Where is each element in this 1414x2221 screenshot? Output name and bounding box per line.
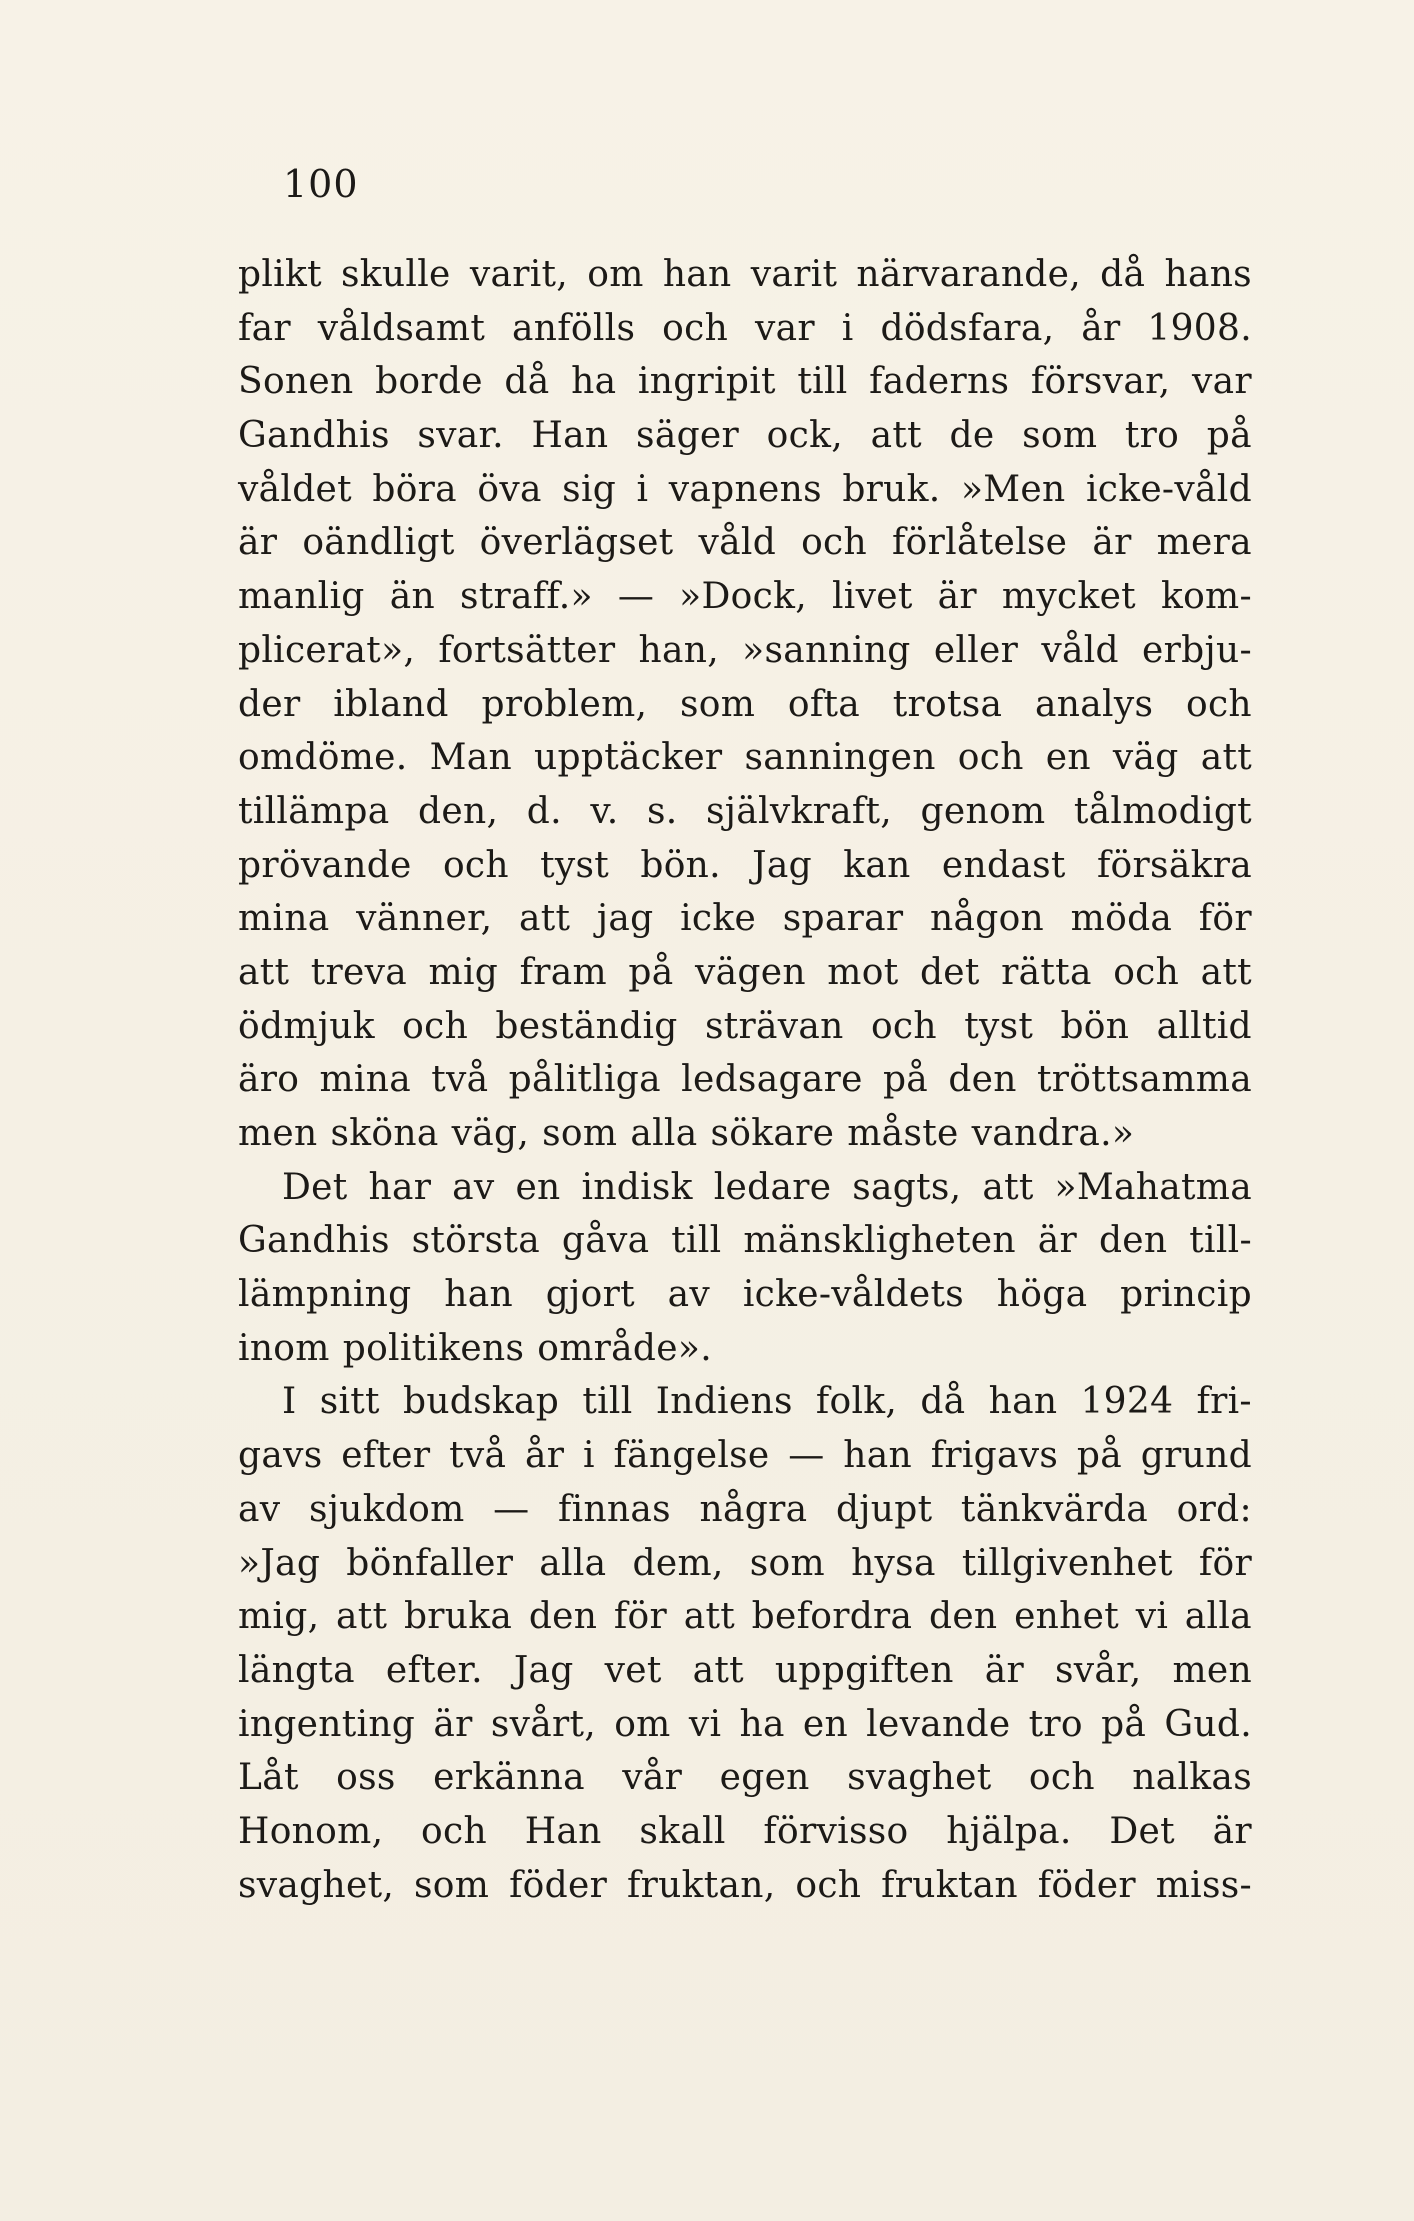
word: indisk [581,1166,693,1208]
word: Gandhis [238,415,390,457]
word: till [582,1381,633,1423]
word: är [1092,522,1132,564]
word: frigavs [930,1435,1059,1477]
word: prövande [238,844,412,886]
body-text [238,248,1252,1912]
word: i [582,1435,595,1477]
word: och [1186,683,1252,725]
word: gjort [545,1274,635,1316]
word: inom [238,1327,330,1369]
word: varit [750,254,838,295]
word: då [504,361,550,403]
word: — [493,1488,530,1530]
word: enhet [1014,1596,1120,1638]
word: några [699,1488,808,1530]
word: år [524,1435,565,1477]
word: problem, [481,683,648,725]
word: oändligt [302,522,455,564]
text-line [238,463,1252,517]
word: ock, [766,415,843,457]
word: sig [562,468,617,510]
word: manlig [238,576,365,618]
word: i [636,468,649,510]
text-line [238,248,1252,302]
word: hysa [851,1542,936,1584]
word: är [937,576,977,618]
word: hans [1164,254,1252,295]
word: till [797,361,848,403]
text-line [238,946,1252,1000]
word: alla [1184,1596,1252,1638]
word: Man [429,737,512,779]
word: miss- [1155,1864,1252,1906]
word: möda [1070,898,1173,940]
page-number: 100 [283,162,359,206]
word: Låt [238,1757,299,1799]
word: han [988,1381,1058,1423]
word: att [692,1649,744,1691]
word: vapnens [668,468,822,510]
word: det [919,951,980,993]
word: efter. [385,1649,483,1691]
text-line [238,1859,1252,1913]
word: ibland [333,683,449,725]
text-line [238,1107,1252,1161]
word: »sanning [742,629,911,671]
word: den [1098,1220,1168,1262]
word: om [614,1703,671,1745]
word: och [801,522,867,564]
word: analys [1035,683,1154,725]
word: tyst [964,1005,1034,1047]
word: »Men [960,468,1066,510]
word: d. [526,790,562,832]
word: då [920,1381,966,1423]
text-line [238,1053,1252,1107]
word: men [238,1113,318,1154]
word: att [1200,737,1252,779]
word: s. [646,790,678,832]
text-line [238,678,1252,732]
word: genom [920,790,1046,832]
word: våldsamt [317,307,486,349]
text-line [238,1375,1252,1429]
word: varit, [469,254,569,295]
word: jag [596,898,654,940]
word: — [788,1435,825,1477]
word: är [433,1703,473,1745]
word: tillämpa [238,790,390,832]
word: levande [866,1703,1011,1745]
word: dödsfara, [880,307,1055,349]
word: plikt [238,254,322,295]
word: var [1191,361,1252,403]
word: och [870,1005,937,1047]
word: sagts, [852,1166,962,1208]
word: på [1206,415,1252,457]
word: fri- [1196,1381,1252,1423]
word: ofta [787,683,861,725]
word: Jag [752,844,813,886]
word: beständig [495,1005,678,1047]
word: v. [590,790,619,832]
text-line [238,355,1252,409]
text-line [238,1805,1252,1859]
word: 1908. [1147,307,1252,349]
word: folk, [815,1381,898,1423]
word: tänkvärda [960,1488,1149,1530]
word: ha [739,1703,785,1745]
word: för [1198,1542,1252,1584]
word: mina [238,898,330,940]
word: »Dock, [679,576,807,618]
word: ord: [1176,1488,1252,1530]
word: Honom, [238,1810,384,1852]
word: svår, [1055,1649,1142,1691]
word: som [1022,415,1098,457]
word: i [841,307,854,349]
word: en [1045,737,1091,779]
word: för [1198,898,1252,940]
word: kan [843,844,911,886]
word: till- [1189,1220,1252,1262]
text-line [238,1698,1252,1752]
word: på [628,951,674,993]
word: sparar [782,898,904,940]
word: rätta [1001,951,1092,993]
word: äro [238,1059,300,1101]
word: lämpning [238,1274,412,1316]
word: för [613,1596,668,1638]
word: borde [375,361,483,403]
text-line [238,624,1252,678]
word: föder [509,1864,608,1906]
word: på [882,1059,929,1101]
word: av [452,1166,495,1208]
word: tillgivenhet [961,1542,1173,1584]
word: sitt [319,1381,380,1423]
word: fängelse [613,1435,770,1477]
word: djupt [835,1488,933,1530]
word: upptäcker [534,737,723,779]
word: närvarande, [856,254,1081,295]
word: väg, [451,1113,530,1154]
word: är [984,1649,1025,1691]
word: ha [571,361,617,403]
word: princip [1120,1274,1252,1316]
word: och [1028,1757,1095,1799]
text-line [238,892,1252,946]
word: der [238,683,301,725]
word: fruktan [881,1864,1018,1906]
word: bön [1060,1005,1130,1047]
word: tro [1124,415,1180,457]
word: överlägset [479,522,674,564]
word: egen [719,1757,810,1799]
word: mig [428,951,499,993]
word: mera [1156,522,1252,564]
word: gavs [238,1435,323,1477]
word: hjälpa. [946,1810,1072,1852]
word: om [587,254,644,295]
word: att [982,1166,1034,1208]
word: våld [698,522,777,564]
word: än [389,576,435,618]
text-line [238,731,1252,785]
word: att [870,415,922,457]
word: två [449,1435,507,1477]
word: måste [847,1113,959,1154]
word: ingripit [637,361,776,403]
word: en [515,1166,561,1208]
text-line [238,839,1252,893]
word: tröttsamma [1037,1059,1252,1101]
word: böra [372,468,457,510]
word: strävan [704,1005,844,1047]
text-line [238,1483,1252,1537]
word: största [411,1220,540,1262]
word: befordra [751,1596,913,1638]
word: till [671,1220,722,1262]
word: endast [941,844,1066,886]
word: ledare [713,1166,832,1208]
word: och [662,307,729,349]
word: svaghet [847,1757,992,1799]
word: område». [537,1327,712,1369]
word: den [928,1596,998,1638]
word: svaghet, [238,1864,395,1906]
word: nalkas [1132,1757,1252,1799]
word: bön. [640,844,721,886]
word: föder [1037,1864,1136,1906]
word: sökare [710,1113,835,1154]
word: treva [310,951,408,993]
word: Han [531,415,609,457]
word: livet [831,576,913,618]
word: svårt, [490,1703,597,1745]
word: som [749,1542,825,1584]
word: svar. [417,415,504,457]
word: sjukdom [308,1488,465,1530]
word: Sonen [238,361,354,403]
word: och [957,737,1024,779]
word: de [949,415,995,457]
word: ledsagare [681,1059,863,1101]
word: han [843,1435,913,1477]
word: Gandhis [238,1220,390,1262]
word: den [528,1596,598,1638]
word: mig, [238,1596,320,1638]
text-line [238,1590,1252,1644]
text-line [238,409,1252,463]
word: längta [238,1649,355,1691]
word: var [754,307,815,349]
word: någon [929,898,1045,940]
word: han [444,1274,514,1316]
word: och [402,1005,469,1047]
word: våldet [238,468,352,510]
word: Det [1109,1810,1175,1852]
word: Han [524,1810,602,1852]
word: dem, [632,1542,724,1584]
word: försvar, [1030,361,1171,403]
word: men [1172,1649,1252,1691]
text-line [238,1000,1252,1054]
word: icke-våldets [742,1274,964,1316]
word: kom- [1160,576,1252,618]
word: att [336,1596,388,1638]
word: öva [477,468,542,510]
word: och [442,844,509,886]
word: tålmodigt [1073,790,1252,832]
word: är [1037,1220,1078,1262]
word: som [542,1113,618,1154]
word: är [1212,1810,1252,1852]
word: tro [1028,1703,1083,1745]
word: och [1113,951,1180,993]
word: erkänna [433,1757,585,1799]
word: mänskligheten [743,1220,1016,1262]
word: fruktan, [627,1864,776,1906]
word: »Mahatma [1054,1166,1252,1208]
word: bönfaller [346,1542,514,1584]
word: vi [1135,1596,1169,1638]
word: bruk. [842,468,941,510]
word: av [667,1274,711,1316]
word: säger [636,415,740,457]
word: »Jag [238,1542,321,1584]
word: av [238,1488,281,1530]
word: gåva [561,1220,650,1262]
word: Gud. [1164,1703,1252,1745]
word: eller [933,629,1019,671]
word: är [238,522,278,564]
word: sanningen [744,737,936,779]
word: höga [996,1274,1088,1316]
text-line [238,1644,1252,1698]
word: Jag [513,1649,574,1691]
word: och [795,1864,862,1906]
word: skulle [341,254,451,295]
word: som [679,683,756,725]
text-line [238,1429,1252,1483]
word: skall [639,1810,726,1852]
word: att [1200,951,1252,993]
word: den, [418,790,499,832]
word: alltid [1156,1005,1252,1047]
word: — [617,576,655,618]
word: förvisso [763,1810,909,1852]
word: på [1101,1703,1147,1745]
word: fortsätter [438,629,616,671]
word: Indiens [655,1381,793,1423]
word: han, [638,629,720,671]
word: fram [519,951,607,993]
word: Det [282,1166,348,1208]
word: bruka [403,1596,513,1638]
word: han [662,254,732,295]
word: en [802,1703,848,1745]
word: alla [630,1113,698,1154]
word: oss [336,1757,396,1799]
word: har [368,1166,432,1208]
word: väg [1112,737,1179,779]
word: trotsa [892,683,1003,725]
text-line [238,1322,1252,1376]
word: I [282,1381,297,1423]
word: förlåtelse [892,522,1068,564]
word: vänner, [356,898,493,940]
word: pålitliga [508,1059,661,1101]
word: mina [319,1059,411,1101]
text-line [238,1214,1252,1268]
word: straff.» [459,576,593,618]
word: uppgiften [774,1649,954,1691]
word: att [519,898,571,940]
word: faderns [869,361,1010,403]
word: på [1076,1435,1123,1477]
word: alla [539,1542,607,1584]
word: ingenting [238,1703,416,1745]
word: då [1100,254,1146,295]
word: sköna [330,1113,439,1154]
text-line [238,1161,1252,1215]
word: politikens [342,1327,525,1369]
word: anfölls [512,307,636,349]
word: självkraft, [706,790,893,832]
word: att [238,951,290,993]
word: vi [688,1703,722,1745]
text-line [238,1537,1252,1591]
text-line [238,570,1252,624]
text-line [238,785,1252,839]
word: den [948,1059,1017,1101]
word: vägen [694,951,806,993]
word: ödmjuk [238,1005,375,1047]
word: mot [827,951,899,993]
word: grund [1140,1435,1252,1477]
word: vandra.» [971,1113,1135,1154]
word: omdöme. [238,737,408,779]
text-line [238,1268,1252,1322]
word: icke-våld [1085,468,1252,510]
word: vet [604,1649,662,1691]
word: att [683,1596,735,1638]
word: plicerat», [238,629,416,671]
word: finnas [558,1488,671,1530]
word: och [421,1810,487,1852]
word: våld [1041,629,1119,671]
text-line [238,302,1252,356]
word: erbju- [1142,629,1252,671]
word: 1924 [1080,1381,1174,1423]
word: far [238,307,291,349]
text-line [238,516,1252,570]
word: två [431,1059,489,1101]
word: budskap [402,1381,560,1423]
word: som [414,1864,490,1906]
word: år [1081,307,1121,349]
word: tyst [540,844,610,886]
word: vår [622,1757,683,1799]
word: mycket [1001,576,1136,618]
word: försäkra [1096,844,1252,886]
word: icke [680,898,757,940]
word: efter [341,1435,431,1477]
text-line [238,1751,1252,1805]
